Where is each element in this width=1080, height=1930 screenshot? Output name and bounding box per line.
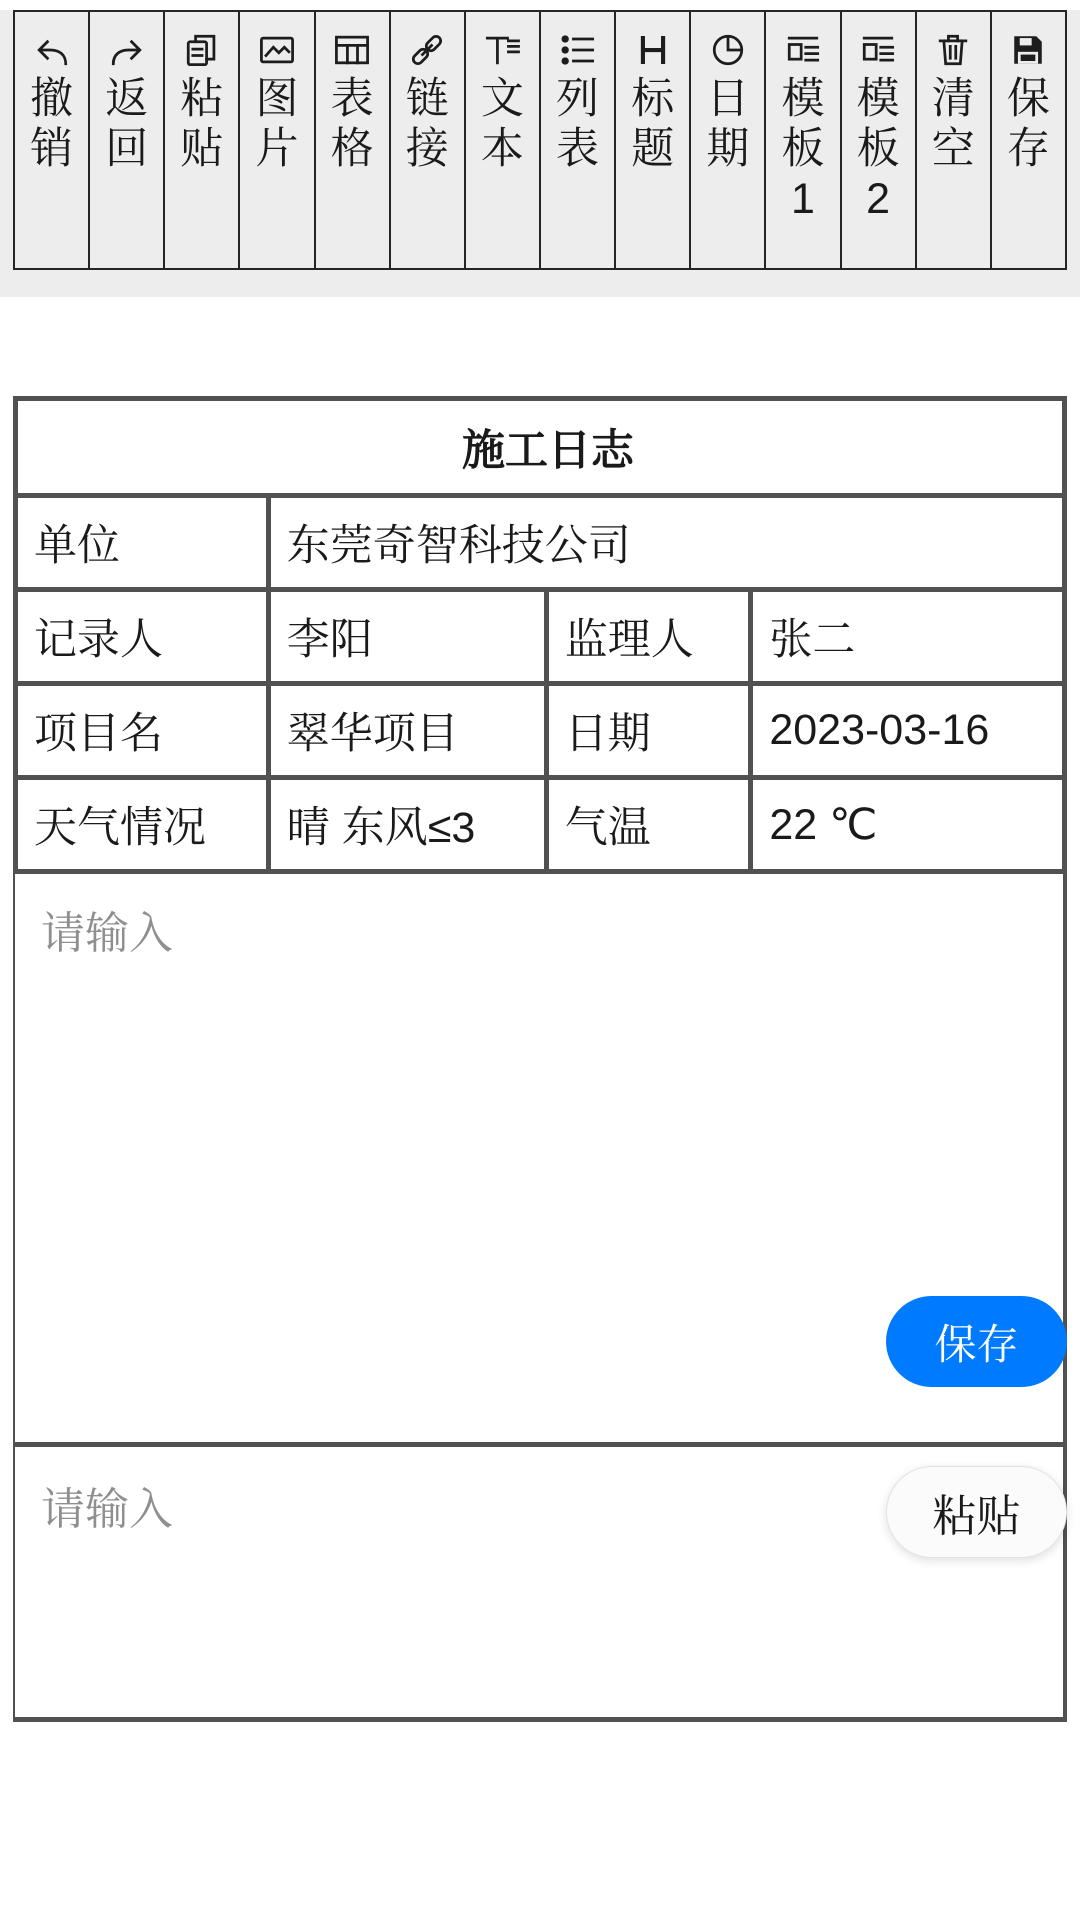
paste-icon — [180, 28, 224, 72]
unit-value[interactable]: 东莞奇智科技公司 — [268, 496, 1064, 590]
project-label: 项目名 — [16, 684, 269, 778]
floppy-icon — [1006, 28, 1050, 72]
toolbar-button-label: 列表 — [556, 75, 600, 173]
toolbar-button-heading[interactable] — [616, 12, 691, 268]
editor-placeholder: 请输入 — [41, 909, 173, 958]
list-icon — [556, 28, 600, 72]
table-row — [16, 684, 1065, 778]
link-icon — [405, 28, 449, 72]
save-button[interactable]: 保存 — [886, 1296, 1067, 1387]
document-sheet — [13, 396, 1067, 1722]
recorder-label: 记录人 — [16, 590, 269, 684]
toolbar-button-text[interactable] — [466, 12, 541, 268]
date-label: 日期 — [546, 684, 751, 778]
toolbar-button-label: 链接 — [405, 75, 449, 173]
toolbar-button-undo[interactable] — [15, 12, 90, 268]
toolbar-button-paste[interactable] — [165, 12, 240, 268]
table-row — [16, 590, 1065, 684]
toolbar-button-label: 模板1 — [781, 75, 825, 223]
toolbar-button-label: 粘贴 — [180, 75, 224, 173]
toolbar-button-label: 文本 — [480, 75, 524, 173]
weather-value[interactable]: 晴 东风≤3 — [268, 778, 546, 872]
paste-placeholder: 请输入 — [41, 1485, 173, 1534]
template-icon — [856, 28, 900, 72]
recorder-value[interactable]: 李阳 — [268, 590, 546, 684]
toolbar-button-list[interactable] — [541, 12, 616, 268]
table-row — [16, 496, 1065, 590]
toolbar-button-clear[interactable] — [917, 12, 992, 268]
image-icon — [255, 28, 299, 72]
trash-icon — [931, 28, 975, 72]
toolbar-button-label: 表格 — [330, 75, 374, 173]
toolbar-button-label: 保存 — [1006, 75, 1050, 173]
table-row — [16, 778, 1065, 872]
template-icon — [781, 28, 825, 72]
form-title: 施工日志 — [16, 399, 1065, 496]
redo-icon — [105, 28, 149, 72]
date-value[interactable]: 2023-03-16 — [751, 684, 1065, 778]
paste-button[interactable]: 粘贴 — [886, 1466, 1067, 1558]
unit-label: 单位 — [16, 496, 269, 590]
supervisor-value[interactable]: 张二 — [751, 590, 1065, 684]
toolbar-button-link[interactable] — [391, 12, 466, 268]
construction-log-table — [13, 396, 1067, 874]
editor-toolbar — [13, 10, 1067, 270]
supervisor-label: 监理人 — [546, 590, 751, 684]
clock-icon — [706, 28, 750, 72]
content-editor-area[interactable] — [13, 874, 1067, 1442]
text-icon — [480, 28, 524, 72]
toolbar-button-label: 日期 — [706, 75, 750, 173]
weather-label: 天气情况 — [16, 778, 269, 872]
paste-input-area[interactable] — [13, 1442, 1067, 1722]
toolbar-button-template-2[interactable] — [842, 12, 917, 268]
toolbar-button-label: 模板2 — [856, 75, 900, 223]
table-row — [16, 399, 1065, 496]
toolbar-button-table[interactable] — [316, 12, 391, 268]
toolbar-button-label: 撤销 — [30, 75, 74, 173]
table-icon — [330, 28, 374, 72]
toolbar-button-label: 清空 — [931, 75, 975, 173]
toolbar-button-image[interactable] — [240, 12, 315, 268]
toolbar-button-redo[interactable] — [90, 12, 165, 268]
undo-icon — [30, 28, 74, 72]
toolbar-button-date[interactable] — [691, 12, 766, 268]
project-value[interactable]: 翠华项目 — [268, 684, 546, 778]
toolbar-button-label: 返回 — [105, 75, 149, 173]
heading-icon — [631, 28, 675, 72]
toolbar-button-template-1[interactable] — [766, 12, 841, 268]
toolbar-button-save[interactable] — [992, 12, 1065, 268]
toolbar-button-label: 标题 — [631, 75, 675, 173]
toolbar-button-label: 图片 — [255, 75, 299, 173]
toolbar-band — [0, 10, 1080, 297]
temperature-label: 气温 — [546, 778, 751, 872]
temperature-value[interactable]: 22 ℃ — [751, 778, 1065, 872]
